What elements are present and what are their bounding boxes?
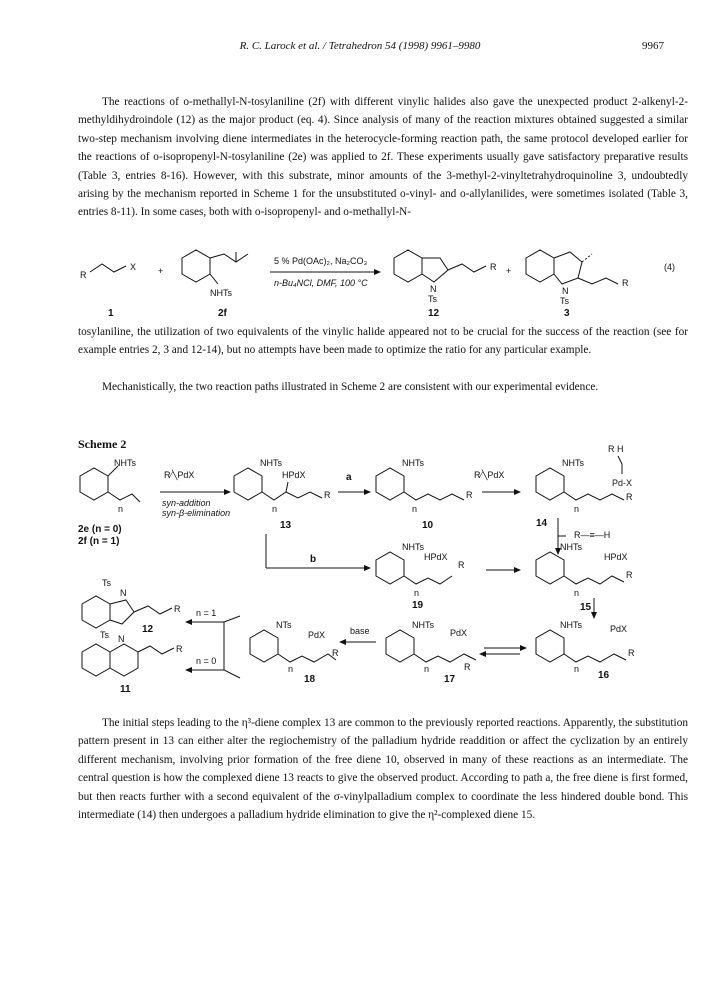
s-path-a: a (346, 472, 352, 483)
s14-rh: R H (608, 444, 624, 454)
s-n0: n = 0 (196, 656, 217, 666)
s-reagent-vinylpd-2: R∕╲PdX (474, 470, 505, 480)
page-number: 9967 (642, 40, 664, 52)
eq-nhts: NHTs (210, 288, 232, 298)
equation-4 (78, 250, 698, 322)
s16-r: R (628, 648, 635, 658)
eq-ts-3: Ts (560, 296, 569, 306)
s-alkyne: R—≡—H (574, 530, 611, 540)
s12-r: R (174, 604, 181, 614)
s13-hpdx: HPdX (282, 470, 306, 480)
s12-n: N (120, 588, 127, 598)
s-base: base (350, 626, 370, 636)
s15-r: R (626, 570, 633, 580)
eq-label-1: 1 (108, 308, 114, 319)
s-sub-nhts: NHTs (114, 458, 136, 468)
eq-n-3: N (562, 286, 569, 296)
s-label-17: 17 (444, 674, 456, 685)
s16-pdx: PdX (610, 624, 628, 634)
paragraph-1: The reactions of o-methallyl-N-tosylaniline (2f) with different vinylic halides also gave the unexpected product 2-alkenyl-2-methyldihydroindole (12) as the major product (eq. 4). Since analysis of many of the reaction mixtures obtained suggested a similar two-step mechanism involving diene intermediates in the heterocycle-forming reaction path, the same protocol developed earlier for the reactions of o-isopropenyl-N-tosylaniline (2e) was applied to 2f. These experiments usually gave satisfactory preparative results (Table 3, entries 8-16). However, with this substrate, minor amounts of the 3-methyl-2-vinyltetrahydroquinoline 3, undoubtedly arising by the mechanism reported in Scheme 1 for the unsubstituted o-vinyl- and o-allylanilides, were sometimes isolated (Table 3, entries 8-11). In some cases, both with o-isopropenyl- and o-methallyl-N- (78, 96, 688, 219)
s16-n: n (574, 664, 580, 674)
s-sub-2f: 2f (n = 1) (78, 536, 120, 547)
s-n1: n = 1 (196, 608, 217, 618)
s-label-10: 10 (422, 520, 434, 531)
s17-n: n (424, 664, 430, 674)
s15-n: n (574, 588, 580, 598)
eq-label-3: 3 (564, 308, 570, 319)
s-sub-n: n (118, 504, 124, 514)
scheme-title: Scheme 2 (78, 437, 127, 451)
s11-r: R (176, 644, 183, 654)
s-label-15: 15 (580, 602, 592, 613)
s11-ts: Ts (100, 630, 109, 640)
s14-r: R (626, 492, 633, 502)
eq-r-3: R (622, 278, 629, 288)
s-label-14: 14 (536, 518, 548, 529)
s-reagent-vinylpd: R∕╲PdX (164, 470, 195, 480)
s14-n: n (574, 504, 580, 514)
s13-r: R (324, 490, 331, 500)
s-path-b: b (310, 554, 317, 565)
running-header (0, 40, 720, 56)
paragraph-2: tosylaniline, the utilization of two equivalents of the vinylic halide appeared not to be crucial for the success of the reaction (see for example entries 2, 3 and 12-14), but no attempts have been made to optimize the ratio for any particular example. (78, 326, 688, 357)
s18-nts: NTs (276, 620, 292, 630)
paragraph-3: Mechanistically, the two reaction paths illustrated in Scheme 2 are consistent with our experimental evidence. (102, 381, 599, 393)
s19-hpdx: HPdX (424, 552, 448, 562)
eq-ts-12: Ts (428, 294, 437, 304)
s-label-18: 18 (304, 674, 316, 685)
s17-r: R (464, 662, 471, 672)
s12-ts: Ts (102, 578, 111, 588)
paragraph-4: The initial steps leading to the η³-diene complex 13 are common to the previously reported reactions. Apparently, the substitution pattern present in 13 can either alter the regiochemistry of the palladium hydride readdition or affect the cyclization by an entirely different mechanism, involving prior formation of the free diene 10, observed in many of these reactions as an intermediate. The central question is how the complexed diene 13 reacts to give the observed product. According to path a, the free diene is first formed, but then reacts further with a second equivalent of the σ-vinylpalladium complex to coordinate the less hindered double bond. This intermediate (14) then undergoes a palladium hydride elimination to give the η²-complexed diene 15. (78, 717, 688, 822)
s19-n: n (414, 588, 420, 598)
s-sub-2e: 2e (n = 0) (78, 524, 122, 535)
s16-nhts: NHTs (560, 620, 582, 630)
eq-conditions-top: 5 % Pd(OAc)₂, Na₂CO₃ (274, 256, 368, 266)
eq-label-12: 12 (428, 308, 440, 319)
eq-number: (4) (664, 262, 675, 272)
s-label-16: 16 (598, 670, 610, 681)
running-title: R. C. Larock et al. / Tetrahedron 54 (1998) 9961–9980 (239, 40, 481, 52)
s10-nhts: NHTs (402, 458, 424, 468)
s10-r: R (466, 490, 473, 500)
s15-hpdx: HPdX (604, 552, 628, 562)
s-syn-elim: syn-β-elimination (162, 508, 231, 518)
eq-label-2f: 2f (218, 308, 227, 319)
eq-x: X (130, 262, 137, 272)
s17-nhts: NHTs (412, 620, 434, 630)
s15-nhts: NHTs (560, 542, 582, 552)
s10-n: n (412, 504, 418, 514)
s14-pdx: Pd-X (612, 478, 633, 488)
eq-plus-1: + (158, 266, 164, 276)
s18-n: n (288, 664, 294, 674)
s19-nhts: NHTs (402, 542, 424, 552)
s-label-13: 13 (280, 520, 292, 531)
s13-n: n (272, 504, 278, 514)
s-label-12: 12 (142, 624, 154, 635)
eq-n-12: N (430, 284, 437, 294)
s11-n: N (118, 634, 125, 644)
s-label-11: 11 (120, 684, 131, 695)
s-label-19: 19 (412, 600, 424, 611)
s17-pdx: PdX (450, 628, 468, 638)
s18-pdx: PdX (308, 630, 326, 640)
s13-nhts: NHTs (260, 458, 282, 468)
eq-conditions-bottom: n-Bu₄NCl, DMF, 100 °C (274, 278, 368, 288)
s-syn-add: syn-addition (162, 498, 211, 508)
eq-r-1: R (80, 270, 87, 280)
s14-nhts: NHTs (562, 458, 584, 468)
eq-r-12: R (490, 262, 497, 272)
s19-r: R (458, 560, 465, 570)
eq-plus-2: + (506, 266, 512, 276)
s18-r: R (332, 648, 339, 658)
